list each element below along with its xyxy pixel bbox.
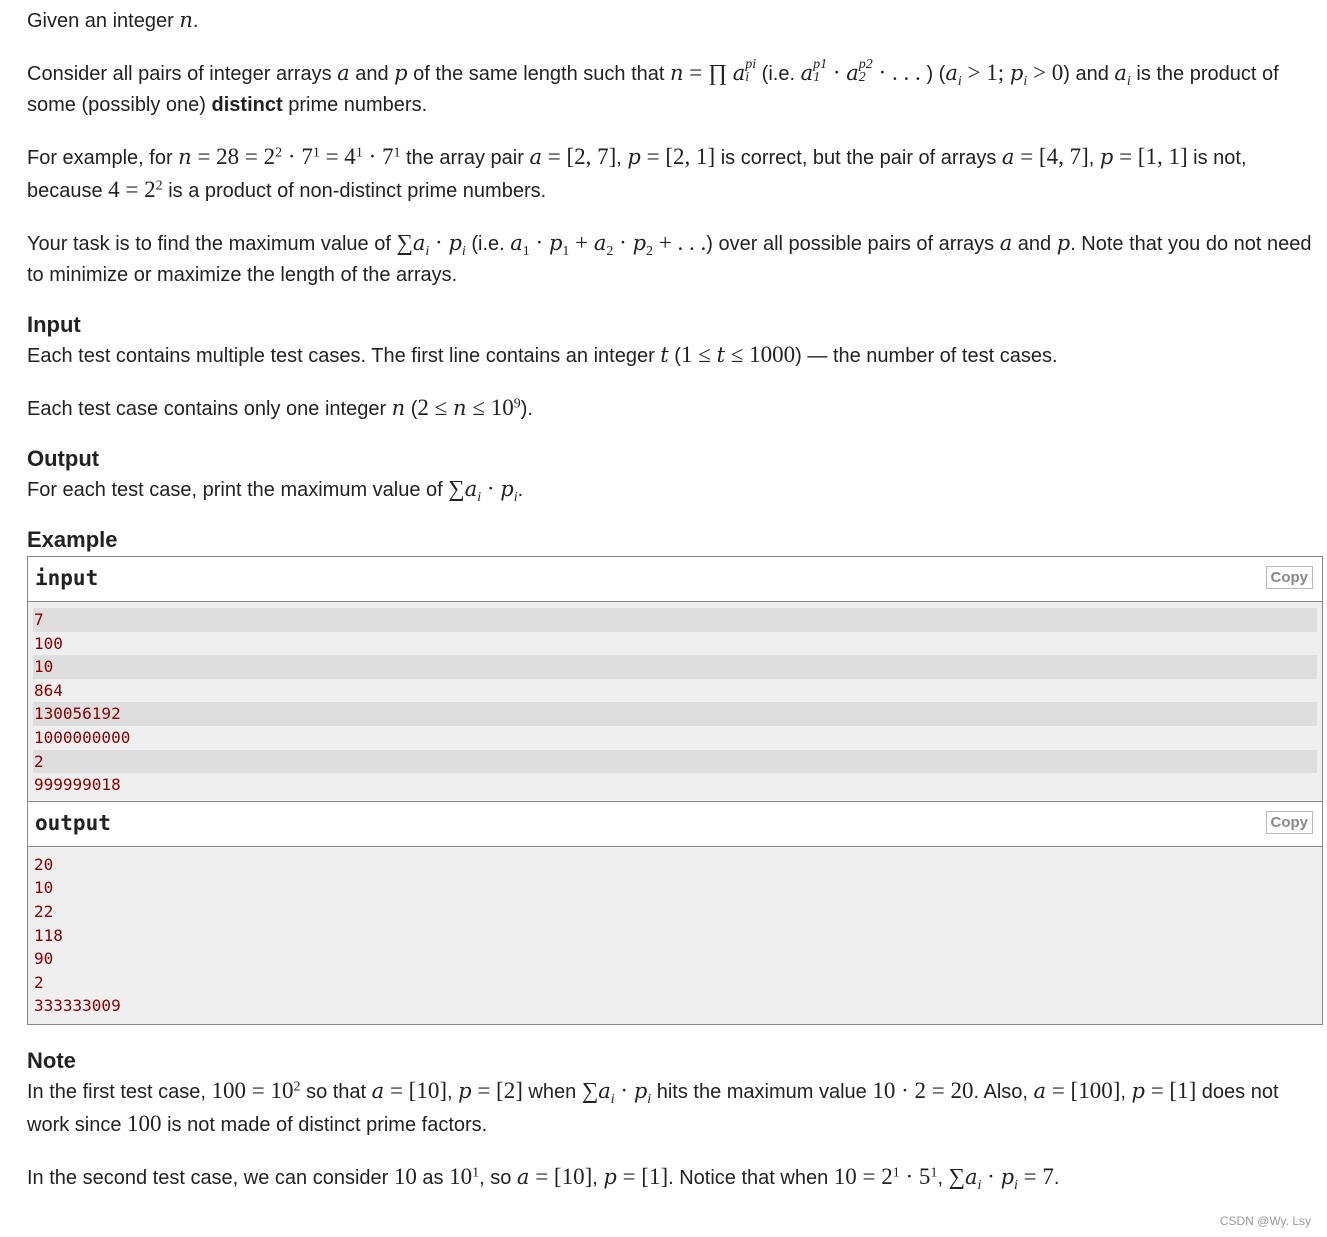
math: a: [1001, 145, 1015, 169]
paragraph: [27, 1161, 1317, 1194]
math: 1: [312, 145, 320, 161]
math: 2: [275, 145, 283, 161]
example-line: 333333009: [34, 996, 121, 1016]
math: p: [627, 145, 641, 169]
math: > 1;: [961, 60, 1010, 85]
text: .: [517, 479, 524, 501]
text: ,: [1088, 147, 1100, 169]
example-line: 22: [34, 901, 54, 921]
math: n: [391, 396, 406, 420]
math: ≤ 1000: [725, 342, 796, 367]
math: 1: [393, 145, 401, 161]
math: 10 = 2: [833, 1163, 893, 1189]
paragraph: [27, 227, 1317, 291]
text: ,: [616, 147, 628, 169]
math: p: [394, 61, 408, 85]
example-output-header: [28, 802, 1322, 847]
example-line: 10: [33, 655, 1317, 679]
math: = 7: [1017, 1163, 1054, 1189]
input-spec: [27, 339, 1317, 425]
text: Each test case contains only one integer: [27, 398, 392, 420]
math: p: [1056, 231, 1071, 255]
math: t: [660, 343, 669, 367]
output-heading: Output: [27, 446, 100, 471]
text: ) and: [1063, 63, 1115, 85]
math: a: [529, 145, 542, 169]
math: 100: [127, 1110, 162, 1136]
math: p: [500, 477, 514, 501]
math: i: [461, 244, 466, 259]
example-line: 2: [34, 972, 44, 992]
math: p: [548, 231, 563, 255]
math: = [1, 1]: [1113, 144, 1188, 169]
math: · 7: [362, 144, 394, 169]
math: i: [477, 490, 482, 505]
bold-text: distinct: [211, 94, 283, 116]
math: 1 ≤: [680, 342, 717, 367]
math: · 7: [282, 144, 313, 169]
math: a: [999, 231, 1013, 255]
text: Your task is to find the maximum value of: [27, 233, 397, 255]
text: ) (: [926, 63, 946, 85]
text: , so: [479, 1166, 517, 1189]
math: a: [732, 61, 746, 85]
example-line: 1000000000: [34, 727, 131, 747]
math: = 4: [319, 144, 356, 169]
math: 1: [930, 1165, 938, 1181]
math: p: [458, 1078, 472, 1103]
example-box: [27, 556, 1323, 1025]
math: i: [957, 74, 962, 89]
text: ,: [937, 1166, 949, 1189]
math: 1: [892, 1165, 900, 1181]
math: 10 · 2 = 20: [872, 1077, 974, 1103]
text: ) — the number of test cases.: [795, 345, 1058, 367]
example-output-label: output: [35, 810, 111, 835]
math: i: [1023, 74, 1028, 89]
math: a: [964, 1164, 978, 1189]
math: 2: [646, 244, 654, 259]
math: 1: [472, 1165, 480, 1181]
math: p: [603, 1164, 617, 1189]
math: i: [425, 244, 430, 259]
example-line: 118: [34, 925, 63, 945]
example-line: 10: [34, 878, 54, 898]
text: is the product of some (possibly one): [27, 63, 1279, 116]
example-line: 2: [33, 750, 1317, 774]
math: ≤ 10: [466, 395, 514, 420]
text: (: [668, 345, 681, 367]
text: of the same length such that: [407, 63, 670, 85]
text: is a product of non-distinct prime numbers.: [162, 180, 547, 202]
text: so that: [300, 1080, 372, 1103]
example-output: [28, 847, 1322, 1024]
copy-output-button[interactable]: Copy: [1266, 811, 1314, 834]
math: a: [464, 477, 478, 501]
text: ,: [592, 1166, 604, 1189]
math: p: [1131, 1078, 1145, 1103]
example-line: 20: [34, 854, 54, 874]
text: the array pair: [400, 147, 530, 169]
math: i: [1126, 74, 1131, 89]
math: p: [632, 231, 647, 255]
text: Consider all pairs of integer arrays: [27, 63, 338, 85]
math: 100 = 10: [211, 1077, 294, 1103]
text: is correct, but the pair of arrays: [715, 147, 1002, 169]
math: n: [179, 8, 193, 32]
math: = 28 = 2: [191, 144, 276, 169]
math: p: [1099, 145, 1114, 169]
text: does not work since: [27, 1080, 1279, 1136]
text: . Also,: [973, 1080, 1034, 1103]
paragraph: [27, 473, 1317, 506]
math: = [10]: [529, 1163, 593, 1189]
math: = ∏: [683, 60, 733, 85]
math: a: [516, 1164, 530, 1189]
text: In the second test case, we can consider: [27, 1166, 394, 1189]
text: .: [192, 10, 199, 32]
text: when: [522, 1080, 582, 1103]
example-heading: Example: [27, 527, 118, 552]
text: ,: [447, 1080, 459, 1103]
math: a: [1114, 61, 1127, 85]
text: . Notice that when: [668, 1166, 834, 1189]
paragraph: [27, 141, 1317, 207]
math: p2 2: [858, 56, 873, 85]
math: n: [670, 61, 684, 85]
math: pi i: [745, 56, 757, 85]
math: = [2, 7]: [541, 144, 617, 169]
example-line: 7: [33, 608, 1317, 632]
math: ∑: [948, 1163, 965, 1189]
text: and: [349, 63, 395, 85]
paragraph: [27, 339, 1317, 372]
example-line: 999999018: [34, 775, 121, 795]
text: ,: [1120, 1080, 1132, 1103]
copy-input-button[interactable]: Copy: [1266, 566, 1314, 589]
math: 10: [393, 1163, 417, 1189]
text: is not, because: [27, 147, 1247, 202]
math: a: [945, 61, 958, 85]
watermark: CSDN @Wy. Lsy: [1219, 1214, 1311, 1228]
math: 1: [355, 145, 363, 161]
math: a: [800, 61, 814, 85]
paragraph: [27, 57, 1317, 121]
text: (: [405, 398, 418, 420]
math: p: [1009, 61, 1024, 85]
note-text: [27, 1075, 1317, 1194]
math: p: [633, 1078, 648, 1103]
text: For each test case, print the maximum value of: [27, 479, 449, 501]
problem-statement: [27, 5, 1317, 1214]
example-input: [28, 602, 1322, 801]
math: ·: [614, 1077, 634, 1103]
text: ).: [520, 398, 533, 420]
math: 2: [606, 244, 614, 259]
math: a: [593, 231, 607, 255]
math: ·: [613, 230, 633, 255]
paragraph: [27, 5, 1317, 37]
example-line: 130056192: [33, 702, 1317, 726]
example-line: 100: [34, 633, 63, 653]
math: ∑: [396, 230, 413, 255]
output-spec: [27, 473, 1317, 506]
math: = [100]: [1046, 1077, 1121, 1103]
math: 2: [155, 178, 163, 194]
math: a: [598, 1078, 611, 1103]
math: · 5: [899, 1163, 931, 1189]
example-input-header: [28, 557, 1322, 602]
math: p: [1000, 1164, 1015, 1189]
text: prime numbers.: [282, 94, 428, 116]
paragraph: [27, 392, 1317, 425]
text: Each test contains multiple test cases. The first line contains an integer: [27, 345, 661, 367]
text: For example, for: [27, 147, 179, 169]
math: 1: [522, 244, 530, 259]
math: ∑: [581, 1077, 599, 1103]
math: = [4, 7]: [1014, 144, 1089, 169]
math: 2: [293, 1079, 301, 1095]
math: i: [610, 1091, 615, 1107]
math: 2 ≤: [417, 395, 454, 420]
example-line: 864: [34, 680, 63, 700]
math: p1 1: [813, 56, 828, 85]
math: t: [716, 343, 726, 367]
text: In the first test case,: [27, 1080, 212, 1103]
text: .: [1053, 1166, 1060, 1189]
math: 1: [562, 244, 570, 259]
legend: [27, 5, 1317, 291]
math: p: [448, 231, 462, 255]
math: ∑: [448, 476, 465, 501]
note-heading: Note: [27, 1047, 76, 1073]
math: = [1]: [616, 1163, 669, 1189]
text: is not made of distinct prime factors.: [161, 1113, 488, 1136]
math: a: [337, 61, 350, 85]
math: = [1]: [1144, 1077, 1197, 1103]
example-input-label: input: [35, 566, 99, 590]
math: 10: [449, 1163, 473, 1189]
math: = [2, 1]: [640, 144, 716, 169]
math: i: [977, 1177, 982, 1193]
math: + . . .: [653, 230, 707, 255]
math: 4 = 2: [108, 177, 156, 202]
math: n: [453, 396, 467, 420]
math: a: [412, 231, 426, 255]
math: a: [846, 61, 859, 85]
math: = [10]: [384, 1077, 447, 1103]
math: ·: [429, 230, 449, 255]
input-heading: Input: [27, 312, 81, 337]
math: i: [1014, 1177, 1018, 1193]
text: (i.e.: [756, 63, 801, 85]
math: = [2]: [471, 1077, 523, 1103]
paragraph: [27, 1075, 1317, 1141]
math: ·: [981, 1163, 1001, 1189]
text: and: [1012, 233, 1057, 255]
math: · . . .: [872, 60, 927, 85]
math: ·: [529, 230, 549, 255]
text: as: [416, 1166, 450, 1189]
math: 9: [513, 396, 521, 412]
text: . Note that you do not need to minimize or maximize the length of the arrays.: [27, 233, 1312, 286]
text: (i.e.: [465, 233, 511, 255]
math: +: [569, 230, 594, 255]
math: i: [513, 490, 518, 505]
math: i: [647, 1091, 652, 1107]
math: a: [510, 231, 523, 255]
math: > 0: [1027, 60, 1064, 85]
text: Given an integer: [27, 10, 180, 32]
math: a: [371, 1078, 385, 1103]
math: n: [178, 145, 192, 169]
math: ·: [481, 476, 501, 501]
text: ) over all possible pairs of arrays: [706, 233, 1000, 255]
example-line: 90: [34, 949, 54, 969]
text: hits the maximum value: [651, 1080, 873, 1103]
math: a: [1033, 1078, 1047, 1103]
math: ·: [827, 60, 847, 85]
